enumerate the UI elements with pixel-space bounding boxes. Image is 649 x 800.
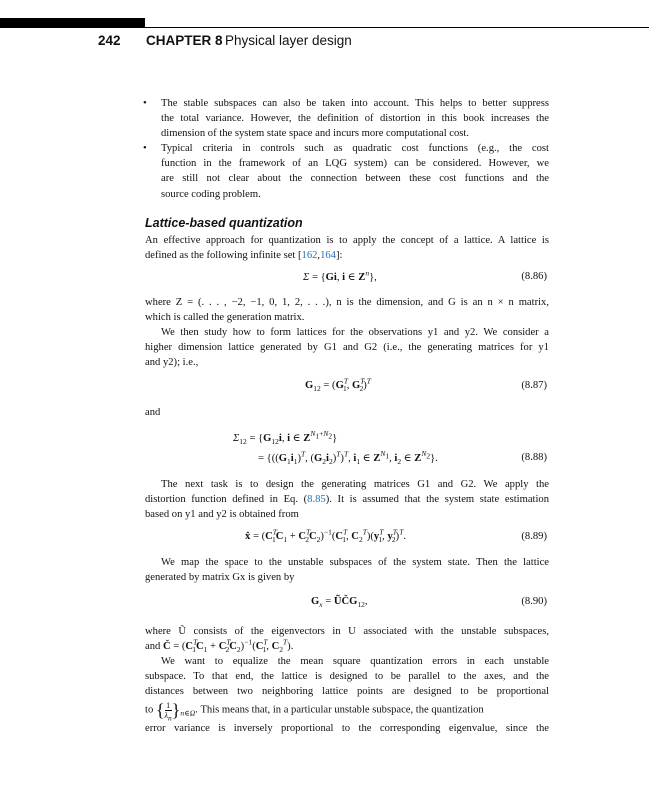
and-word: and bbox=[145, 407, 161, 418]
chapter-title: Physical layer design bbox=[225, 33, 352, 48]
paragraph-equalize: where Ũ consists of the eigenvectors in U associated with the unstable subspaces, and Č = $(C^T_1C_1 + C^T_2C_2)^{-1}(C^T_1$, $C_2^T$). We want to equalize the mean square quantization errors in each unstable subspace. To that end, the lattice is designed to be parallel to the axes, and the distances between two neighboring lattice points are designed to be proportional to { $\frac{1}{\lambda_n}\}_{n\in\Omega}$. This means that, in a particular unstable subspace, the quantization error variance is inversely proportional to the corresponding eigenvalue, since the bbox=[145, 626, 549, 735]
equation-8-88-line2: = {($(G_1i_1)^T$, $(G_2i_2)^T)^T$, $i_1$ ∈ $Z^{N_1}$, $i_2$ ∈ $Z^{N_2}$}. (8.88) bbox=[258, 449, 547, 467]
paragraph-lattice-definition: where Z = (. . . , −2, −1, 0, 1, 2, . . .), n is the dimension, and G is an n × n matrix, which is called the generation matrix. We then study how to form lattices for the observations y1 and y2. We consider a higher dimension lattice generated by G1 and G2 (i.e., the generating matrices for y1 and y2); i.e., bbox=[145, 297, 549, 369]
header-bar bbox=[0, 18, 145, 28]
equation-number: (8.89) bbox=[521, 531, 547, 542]
equation-number: (8.90) bbox=[521, 596, 547, 607]
equation-number: (8.86) bbox=[521, 271, 547, 282]
equation-8-88-line1: $\Sigma_{12} = \{G_{12}i$, i ∈ $Z^{N_1+N_2}$} bbox=[233, 429, 338, 447]
bullet-list bbox=[145, 96, 549, 202]
bullet-item: • Typical criteria in controls such as quadratic cost functions (e.g., the cost function in the framework of an LQG system) can be considered. However, we are still not clear about the connection between these cost functions and the source coding problem. bbox=[143, 143, 549, 200]
paragraph-lattice-intro: An effective approach for quantization is to apply the concept of a lattice. A lattice is defined as the following infinite set [162,164]: bbox=[145, 235, 549, 262]
equation-number: (8.87) bbox=[521, 380, 547, 391]
page-number: 242 bbox=[98, 33, 121, 48]
equation-8-87: $G_{12} = (G^T_1$, $G^T_2)^T$ (8.87) bbox=[305, 376, 547, 394]
section-heading: Lattice-based quantization bbox=[145, 216, 303, 230]
equation-8-90: $G_x$ = $ŨČG_{12}$, (8.90) bbox=[311, 596, 547, 610]
equation-number: (8.88) bbox=[521, 452, 547, 463]
bullet-item: • The stable subspaces can also be taken into account. This helps to better suppress the total variance. However, the definition of distortion in this book increases the dimension of the system state space and incurs more computational cost. bbox=[143, 98, 549, 140]
proportional-to-line: to { $\frac{1}{\lambda_n}\}_{n\in\Omega}$. This means that, in a particular unstable subspace, the quantization bbox=[145, 700, 484, 723]
chapter-label: CHAPTER 8 bbox=[146, 33, 223, 48]
equation-8-89: x̂ = $(C^T_1C_1 + C^T_2C_2)^{-1}(C^T_1$, $C_2^T)(y^T_1$, $y^T_2)^T$. (8.89) bbox=[245, 527, 547, 545]
equation-link[interactable]: 8.85 bbox=[307, 494, 326, 506]
equation-8-86: Σ = {Gi, i ∈ $Z^n$}, (8.86) bbox=[303, 268, 547, 283]
citation-link[interactable]: 162 bbox=[301, 250, 318, 262]
paragraph-design: The next task is to design the generating matrices G1 and G2. We apply the distortion function defined in Eq. (8.85). It is assumed that the system state estimation based on y1 and y2 is obtained from bbox=[145, 479, 550, 521]
paragraph-map: We map the space to the unstable subspaces of the system state. Then the lattice generated by matrix Gx is given by bbox=[145, 557, 549, 584]
header-rule bbox=[145, 27, 649, 28]
c-check-definition: and Č = $(C^T_1C_1 + C^T_2C_2)^{-1}(C^T_1$, $C_2^T$). bbox=[145, 637, 294, 655]
citation-link[interactable]: 164 bbox=[320, 250, 336, 262]
